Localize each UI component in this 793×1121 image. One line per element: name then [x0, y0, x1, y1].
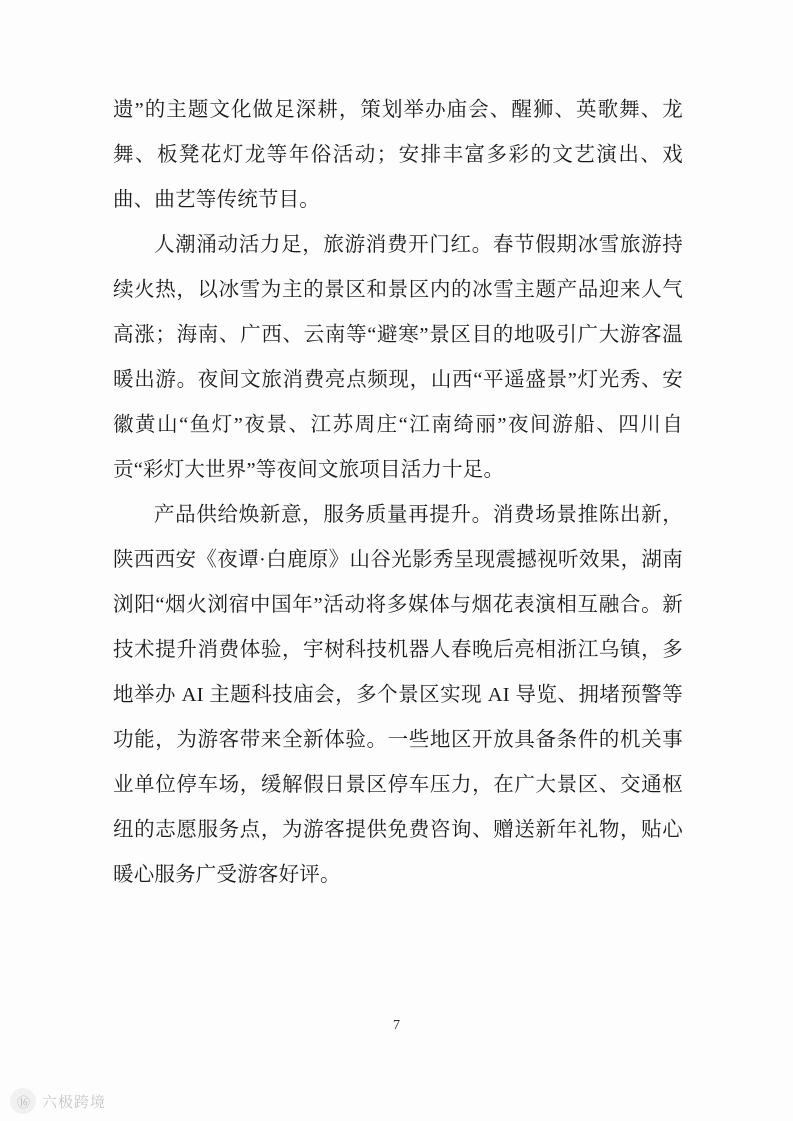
watermark [10, 1088, 106, 1114]
paragraph: 遗”的主题文化做足深耕，策划举办庙会、醒狮、英歌舞、龙舞、板凳花灯龙等年俗活动；安排丰富多彩的文艺演出、戏曲、曲艺等传统节目。 [113, 99, 683, 211]
watermark-logo-icon: ⑯ [10, 1088, 36, 1114]
document-body [113, 88, 683, 898]
page-number: 7 [393, 1018, 400, 1033]
paragraph: 产品供给焕新意，服务质量再提升。消费场景推陈出新，陕西西安《夜谭·白鹿原》山谷光影秀呈现震撼视听效果，湖南浏阳“烟火浏宿中国年”活动将多媒体与烟花表演相互融合。新技术提升消费体验，宇树科技机器人春晚后亮相浙江乌镇，多地举办 AI 主题科技庙会，多个景区实现 AI 导览、拥堵预警等功能，为游客带来全新体验。一些地区开放具备条件的机关事业单位停车场，缓解假日景区停车压力，在广大景区、交通枢纽的志愿服务点，为游客提供免费咨询、赠送新年礼物，贴心暖心服务广受游客好评。 [113, 504, 683, 886]
paragraph: 人潮涌动活力足，旅游消费开门红。春节假期冰雪旅游持续火热，以冰雪为主的景区和景区内的冰雪主题产品迎来人气高涨；海南、广西、云南等“避寒”景区目的地吸引广大游客温暖出游。夜间文旅消费亮点频现，山西“平遥盛景”灯光秀、安徽黄山“鱼灯”夜景、江苏周庄“江南绮丽”夜间游船、四川自贡“彩灯大世界”等夜间文旅项目活力十足。 [113, 234, 683, 481]
watermark-label: 六极跨境 [42, 1093, 107, 1111]
